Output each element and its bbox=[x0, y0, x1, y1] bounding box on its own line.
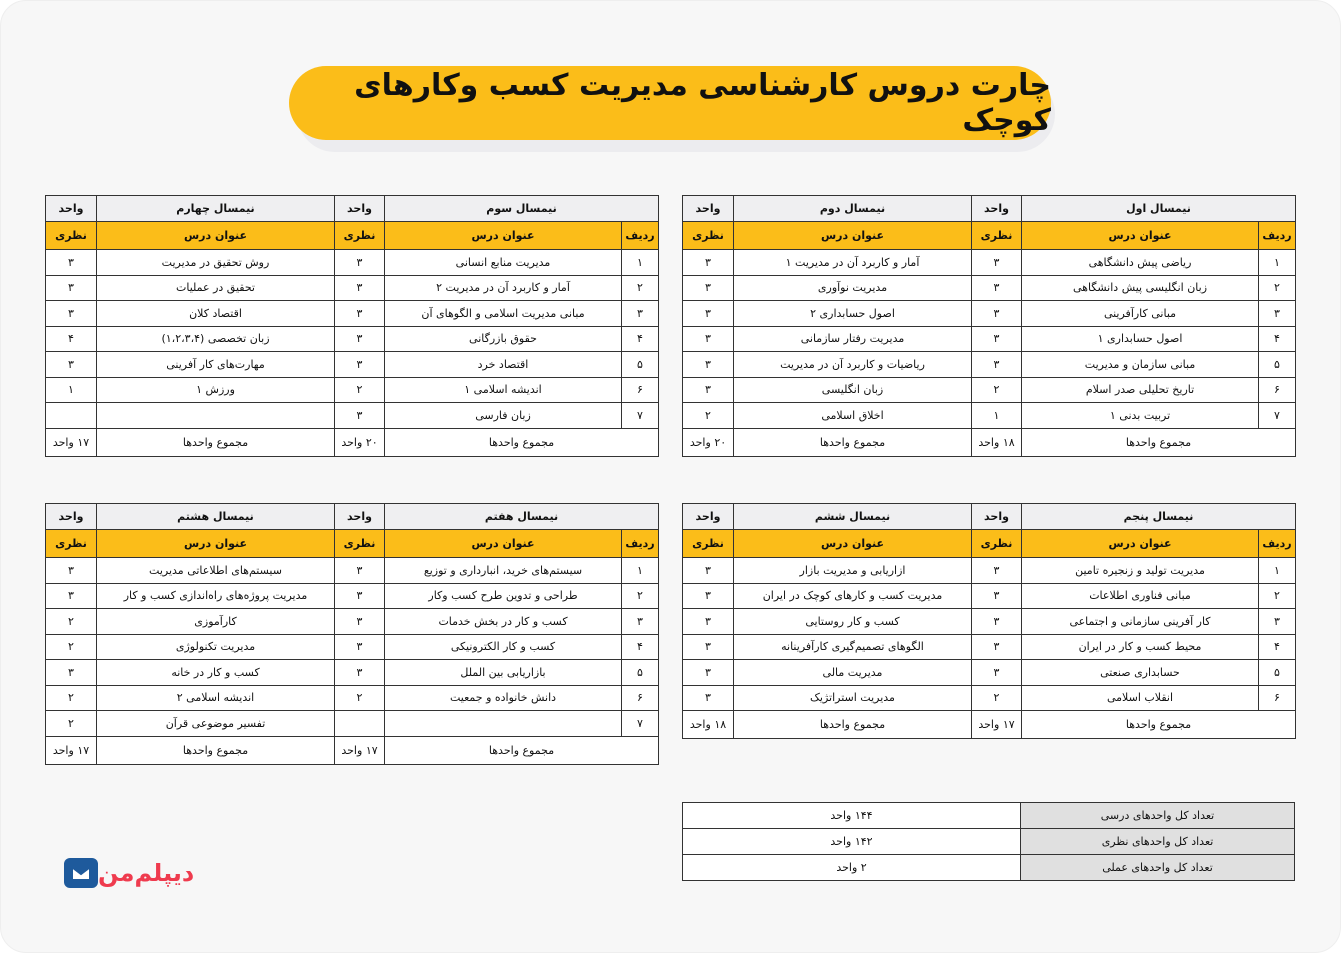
course-units: ۳ bbox=[683, 326, 734, 352]
course-units: ۳ bbox=[46, 301, 97, 327]
course-units: ۳ bbox=[335, 583, 385, 609]
total-row bbox=[46, 428, 659, 456]
course-title: مدیریت منابع انسانی bbox=[385, 250, 622, 276]
row-number: ۵ bbox=[622, 660, 659, 686]
course-title: سیستم‌های اطلاعاتی مدیریت bbox=[97, 558, 335, 584]
total-units: ۱۷ واحد bbox=[46, 428, 97, 456]
semester-header-row bbox=[46, 504, 659, 530]
course-units: ۳ bbox=[46, 352, 97, 378]
row-number: ۳ bbox=[1259, 609, 1296, 635]
course-units: ۳ bbox=[972, 250, 1022, 276]
total-label: مجموع واحدها bbox=[1022, 428, 1296, 456]
table-row bbox=[683, 326, 1296, 352]
course-title-header: عنوان درس bbox=[385, 222, 622, 250]
semester-name: نیمسال پنجم bbox=[1022, 504, 1296, 530]
semester-header-row bbox=[683, 504, 1296, 530]
semester-name: نیمسال سوم bbox=[385, 196, 659, 222]
course-units: ۳ bbox=[683, 377, 734, 403]
table-row bbox=[683, 250, 1296, 276]
unit-header: واحد bbox=[335, 504, 385, 530]
table-row bbox=[46, 711, 659, 737]
course-title: ازاریابی و مدیریت بازار bbox=[734, 558, 972, 584]
theory-header: نظری bbox=[683, 222, 734, 250]
course-units: ۳ bbox=[335, 403, 385, 429]
course-units: ۲ bbox=[335, 377, 385, 403]
course-title: اندیشه اسلامی ۲ bbox=[97, 685, 335, 711]
course-title: حقوق بازرگانی bbox=[385, 326, 622, 352]
course-title: کار آفرینی سازمانی و اجتماعی bbox=[1022, 609, 1259, 635]
course-title: مدیریت کسب و کارهای کوچک در ایران bbox=[734, 583, 972, 609]
course-title: کسب و کار روستایی bbox=[734, 609, 972, 635]
course-title: انقلاب اسلامی bbox=[1022, 685, 1259, 711]
theory-header: نظری bbox=[46, 530, 97, 558]
course-title bbox=[97, 403, 335, 429]
row-number: ۲ bbox=[1259, 275, 1296, 301]
course-title-header: عنوان درس bbox=[97, 530, 335, 558]
summary-value: ۱۴۴ واحد bbox=[683, 803, 1021, 829]
theory-header: نظری bbox=[972, 530, 1022, 558]
course-units: ۳ bbox=[683, 660, 734, 686]
total-row bbox=[683, 428, 1296, 456]
course-units: ۳ bbox=[683, 301, 734, 327]
table-row bbox=[46, 660, 659, 686]
row-number-header: ردیف bbox=[622, 530, 659, 558]
course-units: ۳ bbox=[683, 352, 734, 378]
row-number: ۴ bbox=[1259, 326, 1296, 352]
table-row bbox=[683, 634, 1296, 660]
course-units: ۳ bbox=[683, 275, 734, 301]
course-units: ۳ bbox=[335, 634, 385, 660]
course-units: ۲ bbox=[46, 634, 97, 660]
total-units: ۱۸ واحد bbox=[972, 428, 1022, 456]
course-units: ۳ bbox=[972, 301, 1022, 327]
course-title: اندیشه اسلامی ۱ bbox=[385, 377, 622, 403]
theory-header: نظری bbox=[335, 530, 385, 558]
course-units: ۳ bbox=[46, 250, 97, 276]
unit-header: واحد bbox=[46, 504, 97, 530]
row-number-header: ردیف bbox=[1259, 222, 1296, 250]
course-title-header: عنوان درس bbox=[734, 530, 972, 558]
summary-row bbox=[683, 803, 1295, 829]
column-header-row bbox=[683, 222, 1296, 250]
course-units: ۳ bbox=[972, 558, 1022, 584]
course-units: ۳ bbox=[972, 326, 1022, 352]
course-title: اقتصاد کلان bbox=[97, 301, 335, 327]
semester-table bbox=[45, 503, 659, 765]
course-units: ۲ bbox=[335, 685, 385, 711]
total-units: ۲۰ واحد bbox=[683, 428, 734, 456]
table-row bbox=[46, 634, 659, 660]
course-title: کارآموزی bbox=[97, 609, 335, 635]
course-title: حسابداری صنعتی bbox=[1022, 660, 1259, 686]
total-units: ۱۸ واحد bbox=[683, 711, 734, 739]
course-title: مدیریت تولید و زنجیره تامین bbox=[1022, 558, 1259, 584]
course-title: مهارت‌های کار آفرینی bbox=[97, 352, 335, 378]
table-row bbox=[683, 377, 1296, 403]
row-number: ۴ bbox=[1259, 634, 1296, 660]
course-title: مبانی فناوری اطلاعات bbox=[1022, 583, 1259, 609]
row-number: ۲ bbox=[622, 275, 659, 301]
course-title: مدیریت تکنولوژی bbox=[97, 634, 335, 660]
row-number: ۳ bbox=[1259, 301, 1296, 327]
course-title-header: عنوان درس bbox=[1022, 222, 1259, 250]
course-units: ۳ bbox=[683, 634, 734, 660]
course-units: ۳ bbox=[972, 634, 1022, 660]
logo-icon bbox=[64, 858, 98, 888]
semester-table bbox=[682, 503, 1296, 739]
semester-name: نیمسال اول bbox=[1022, 196, 1296, 222]
course-units: ۳ bbox=[972, 660, 1022, 686]
column-header-row bbox=[46, 222, 659, 250]
summary-value: ۲ واحد bbox=[683, 855, 1021, 881]
unit-header: واحد bbox=[335, 196, 385, 222]
course-units: ۲ bbox=[46, 609, 97, 635]
total-row bbox=[683, 711, 1296, 739]
course-units: ۲ bbox=[46, 711, 97, 737]
row-number: ۱ bbox=[1259, 558, 1296, 584]
table-row bbox=[683, 583, 1296, 609]
theory-header: نظری bbox=[335, 222, 385, 250]
course-units: ۳ bbox=[972, 609, 1022, 635]
summary-row bbox=[683, 829, 1295, 855]
row-number: ۷ bbox=[622, 711, 659, 737]
course-units: ۳ bbox=[972, 583, 1022, 609]
theory-header: نظری bbox=[46, 222, 97, 250]
course-title: دانش خانواده و جمعیت bbox=[385, 685, 622, 711]
total-label: مجموع واحدها bbox=[385, 736, 659, 764]
course-title: تحقیق در عملیات bbox=[97, 275, 335, 301]
row-number: ۱ bbox=[1259, 250, 1296, 276]
course-title: زبان تخصصی (۱،۲،۳،۴) bbox=[97, 326, 335, 352]
course-units: ۱ bbox=[46, 377, 97, 403]
summary-label: تعداد کل واحدهای عملی bbox=[1021, 855, 1295, 881]
summary-row bbox=[683, 855, 1295, 881]
row-number: ۲ bbox=[1259, 583, 1296, 609]
theory-header: نظری bbox=[683, 530, 734, 558]
course-title: کسب و کار در بخش خدمات bbox=[385, 609, 622, 635]
course-units: ۳ bbox=[972, 275, 1022, 301]
row-number: ۱ bbox=[622, 250, 659, 276]
course-title: کسب و کار در خانه bbox=[97, 660, 335, 686]
table-row bbox=[683, 352, 1296, 378]
table-row bbox=[46, 275, 659, 301]
summary-value: ۱۴۲ واحد bbox=[683, 829, 1021, 855]
row-number: ۶ bbox=[622, 377, 659, 403]
row-number: ۳ bbox=[622, 609, 659, 635]
course-title: ریاضیات و کاربرد آن در مدیریت bbox=[734, 352, 972, 378]
row-number: ۶ bbox=[1259, 377, 1296, 403]
course-units: ۳ bbox=[335, 301, 385, 327]
semester-name: نیمسال هشتم bbox=[97, 504, 335, 530]
total-label: مجموع واحدها bbox=[1022, 711, 1296, 739]
course-title: آمار و کاربرد آن در مدیریت ۱ bbox=[734, 250, 972, 276]
table-row bbox=[46, 377, 659, 403]
course-units bbox=[46, 403, 97, 429]
course-title: الگوهای تصمیم‌گیری کارآفرینانه bbox=[734, 634, 972, 660]
semester-name: نیمسال چهارم bbox=[97, 196, 335, 222]
table-row bbox=[46, 352, 659, 378]
course-units: ۳ bbox=[335, 352, 385, 378]
course-title: زبان فارسی bbox=[385, 403, 622, 429]
theory-header: نظری bbox=[972, 222, 1022, 250]
total-label: مجموع واحدها bbox=[385, 428, 659, 456]
table-row bbox=[46, 583, 659, 609]
course-units: ۳ bbox=[683, 583, 734, 609]
total-units: ۱۷ واحد bbox=[972, 711, 1022, 739]
course-title: اقتصاد خرد bbox=[385, 352, 622, 378]
row-number: ۷ bbox=[1259, 403, 1296, 429]
course-units: ۴ bbox=[46, 326, 97, 352]
course-title: زبان انگلیسی bbox=[734, 377, 972, 403]
unit-header: واحد bbox=[683, 196, 734, 222]
course-units: ۳ bbox=[972, 352, 1022, 378]
row-number: ۴ bbox=[622, 634, 659, 660]
semester-table bbox=[682, 195, 1296, 457]
course-title-header: عنوان درس bbox=[97, 222, 335, 250]
course-units: ۳ bbox=[46, 583, 97, 609]
course-title-header: عنوان درس bbox=[385, 530, 622, 558]
table-row bbox=[683, 609, 1296, 635]
course-title: اخلاق اسلامی bbox=[734, 403, 972, 429]
course-title: مبانی مدیریت اسلامی و الگوهای آن bbox=[385, 301, 622, 327]
total-units: ۱۷ واحد bbox=[46, 736, 97, 764]
course-units: ۳ bbox=[335, 275, 385, 301]
row-number: ۶ bbox=[622, 685, 659, 711]
semester-header-row bbox=[46, 196, 659, 222]
row-number: ۴ bbox=[622, 326, 659, 352]
summary-label: تعداد کل واحدهای درسی bbox=[1021, 803, 1295, 829]
course-title: تربیت بدنی ۱ bbox=[1022, 403, 1259, 429]
total-row bbox=[46, 736, 659, 764]
column-header-row bbox=[46, 530, 659, 558]
table-row bbox=[46, 403, 659, 429]
total-label: مجموع واحدها bbox=[734, 711, 972, 739]
course-title: مدیریت پروژه‌های راه‌اندازی کسب و کار bbox=[97, 583, 335, 609]
course-title: کسب و کار الکترونیکی bbox=[385, 634, 622, 660]
course-title: مدیریت استراتژیک bbox=[734, 685, 972, 711]
course-title bbox=[385, 711, 622, 737]
total-units: ۲۰ واحد bbox=[335, 428, 385, 456]
logo-text: دیپلم‌من bbox=[98, 859, 195, 887]
semester-name: نیمسال دوم bbox=[734, 196, 972, 222]
total-label: مجموع واحدها bbox=[734, 428, 972, 456]
table-row bbox=[46, 685, 659, 711]
total-label: مجموع واحدها bbox=[97, 736, 335, 764]
table-row bbox=[46, 301, 659, 327]
course-units: ۱ bbox=[972, 403, 1022, 429]
row-number: ۱ bbox=[622, 558, 659, 584]
row-number: ۲ bbox=[622, 583, 659, 609]
course-units: ۲ bbox=[972, 685, 1022, 711]
course-title: ریاضی پیش دانشگاهی bbox=[1022, 250, 1259, 276]
row-number: ۳ bbox=[622, 301, 659, 327]
course-units: ۳ bbox=[335, 660, 385, 686]
summary-table bbox=[682, 802, 1295, 881]
page-title: چارت دروس کارشناسی مدیریت کسب وکارهای کوچک bbox=[289, 66, 1051, 140]
course-units: ۳ bbox=[46, 660, 97, 686]
course-units: ۳ bbox=[335, 558, 385, 584]
course-units: ۳ bbox=[683, 250, 734, 276]
table-row bbox=[683, 275, 1296, 301]
course-units: ۲ bbox=[683, 403, 734, 429]
course-units: ۳ bbox=[46, 558, 97, 584]
row-number: ۶ bbox=[1259, 685, 1296, 711]
row-number: ۵ bbox=[1259, 352, 1296, 378]
table-row bbox=[683, 301, 1296, 327]
unit-header: واحد bbox=[683, 504, 734, 530]
course-units: ۲ bbox=[972, 377, 1022, 403]
course-units: ۳ bbox=[335, 250, 385, 276]
course-units: ۳ bbox=[46, 275, 97, 301]
course-title: آمار و کاربرد آن در مدیریت ۲ bbox=[385, 275, 622, 301]
course-title: ورزش ۱ bbox=[97, 377, 335, 403]
table-row bbox=[683, 685, 1296, 711]
course-units bbox=[335, 711, 385, 737]
course-units: ۳ bbox=[683, 558, 734, 584]
course-title: مبانی سازمان و مدیریت bbox=[1022, 352, 1259, 378]
semester-name: نیمسال ششم bbox=[734, 504, 972, 530]
table-row bbox=[46, 250, 659, 276]
course-title: اصول حسابداری ۲ bbox=[734, 301, 972, 327]
table-row bbox=[683, 660, 1296, 686]
course-title: روش تحقیق در مدیریت bbox=[97, 250, 335, 276]
table-row bbox=[46, 609, 659, 635]
course-title: مدیریت نوآوری bbox=[734, 275, 972, 301]
course-title: مبانی کارآفرینی bbox=[1022, 301, 1259, 327]
total-label: مجموع واحدها bbox=[97, 428, 335, 456]
column-header-row bbox=[683, 530, 1296, 558]
course-units: ۳ bbox=[335, 609, 385, 635]
course-title: مدیریت مالی bbox=[734, 660, 972, 686]
course-title: تفسیر موضوعی قرآن bbox=[97, 711, 335, 737]
summary-label: تعداد کل واحدهای نظری bbox=[1021, 829, 1295, 855]
course-title: اصول حسابداری ۱ bbox=[1022, 326, 1259, 352]
table-row bbox=[683, 558, 1296, 584]
row-number: ۵ bbox=[622, 352, 659, 378]
course-title: سیستم‌های خرید، انبارداری و توزیع bbox=[385, 558, 622, 584]
course-title: بازاریابی بین الملل bbox=[385, 660, 622, 686]
unit-header: واحد bbox=[972, 196, 1022, 222]
course-title: محیط کسب و کار در ایران bbox=[1022, 634, 1259, 660]
course-title: مدیریت رفتار سازمانی bbox=[734, 326, 972, 352]
row-number: ۵ bbox=[1259, 660, 1296, 686]
semester-table bbox=[45, 195, 659, 457]
site-logo[interactable] bbox=[60, 856, 200, 890]
row-number-header: ردیف bbox=[622, 222, 659, 250]
semester-name: نیمسال هفتم bbox=[385, 504, 659, 530]
course-units: ۳ bbox=[683, 609, 734, 635]
course-title-header: عنوان درس bbox=[734, 222, 972, 250]
unit-header: واحد bbox=[972, 504, 1022, 530]
table-row bbox=[46, 558, 659, 584]
table-row bbox=[683, 403, 1296, 429]
course-title-header: عنوان درس bbox=[1022, 530, 1259, 558]
course-title: طراحی و تدوین طرح کسب وکار bbox=[385, 583, 622, 609]
row-number: ۷ bbox=[622, 403, 659, 429]
course-units: ۳ bbox=[335, 326, 385, 352]
total-units: ۱۷ واحد bbox=[335, 736, 385, 764]
row-number-header: ردیف bbox=[1259, 530, 1296, 558]
course-units: ۲ bbox=[46, 685, 97, 711]
unit-header: واحد bbox=[46, 196, 97, 222]
semester-header-row bbox=[683, 196, 1296, 222]
course-title: زبان انگلیسی پیش دانشگاهی bbox=[1022, 275, 1259, 301]
course-title: تاریخ تحلیلی صدر اسلام bbox=[1022, 377, 1259, 403]
course-units: ۳ bbox=[683, 685, 734, 711]
table-row bbox=[46, 326, 659, 352]
